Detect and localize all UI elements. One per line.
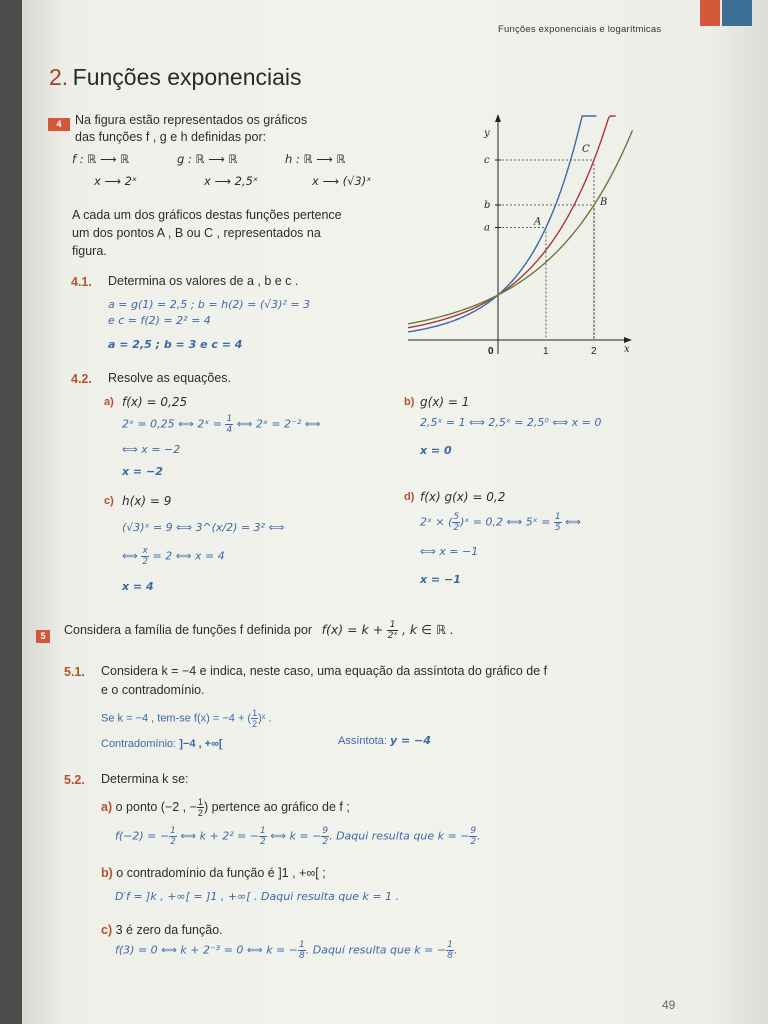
q41-number: 4.1. [71,275,92,289]
q42a-label: a) [104,396,114,408]
q42c-step1: (√3)ˣ = 9 ⟺ 3^(x/2) = 3² ⟺ [122,521,285,534]
q42d-result: x = −1 [420,573,461,586]
exercise-5-badge: 5 [36,630,50,643]
q52b-answer: D′f = ]k , +∞[ = ]1 , +∞[ . Daqui resulta que k = 1 . [115,890,400,903]
x-axis-arrow [624,337,632,343]
ex5-intro: Considera a família de funções f definida por f(x) = k + $\frac{1}{\text{2ˣ}}$ , k ∈ ℝ . [64,620,454,641]
q51-answer: Se k = −4 , tem-se f(x) = −4 + ( $\frac{1}{2}$ )ˣ . [101,708,272,729]
section-title [49,64,302,91]
point-label-B: B [600,197,608,208]
ex4-intro-line2: das funções f , g e h definidas por: [75,130,267,144]
curve-g [408,116,596,332]
tick-label-b: b [484,200,491,211]
q51-line1: Considera k = −4 e indica, neste caso, uma equação da assíntota do gráfico de f [101,664,548,678]
q42d-step1: 2ˣ × ( $\frac{5}{2}$ )ˣ = 0,2 ⟺ 5ˣ = $\frac{1}{5}$ ⟺ [420,512,581,533]
exponential-graph [394,108,634,360]
q51-number: 5.1. [64,665,85,679]
section-title-text: Funções exponenciais [72,64,302,90]
f-mapping: x ⟶ 2ˣ [94,174,138,188]
q42b-result: x = 0 [420,444,452,457]
q42c-result: x = 4 [122,580,154,593]
ex4-text-line3: figura. [72,244,107,258]
q41-answer-3: a = 2,5 ; b = 3 e c = 4 [108,338,243,351]
q52c-answer: f(3) = 0 ⟺ k + 2⁻³ = 0 ⟺ k = − $\frac{1}{8}$ . Daqui resulta que k = − $\frac{1}{8}$ . [115,940,458,961]
y-axis-arrow [495,114,501,122]
q52c-prompt: c) 3 é zero da função. [101,923,223,937]
textbook-page [22,0,768,1024]
edge-tab-blue [722,0,752,26]
h-mapping: x ⟶ (√3)ˣ [312,174,372,188]
q52-text: Determina k se: [101,772,189,786]
q42-number: 4.2. [71,372,92,386]
f-definition: f : ℝ ⟶ ℝ [72,152,130,166]
q51-line2: e o contradomínio. [101,683,205,697]
exercise-4-badge: 4 [48,118,70,131]
y-axis-label: y [484,128,490,139]
q42a-result: x = −2 [122,465,163,478]
x-axis-label: x [624,344,630,355]
q42b-step1: 2,5ˣ = 1 ⟺ 2,5ˣ = 2,5⁰ ⟺ x = 0 [420,416,602,429]
q41-answer-2: e c = f(2) = 2² = 4 [108,314,211,327]
q51-contradominio: Contradomínio: ]−4 , +∞[ [101,738,223,750]
q52a-prompt: a) o ponto (−2 , − $\frac{1}{2}$ ) pertence ao gráfico de f ; [101,797,350,818]
q42-text: Resolve as equações. [108,371,231,385]
tick-label-c: c [484,155,490,166]
curve-h [408,131,632,324]
q52b-prompt: b) o contradomínio da função é ]1 , +∞[ ; [101,866,326,880]
q41-text: Determina os valores de a , b e c . [108,274,299,288]
tick-label-x2: 2 [591,346,597,357]
g-definition: g : ℝ ⟶ ℝ [177,152,238,166]
q42c-label: c) [104,495,114,507]
q42d-equation: f(x) g(x) = 0,2 [420,490,506,504]
page-number: 49 [662,998,676,1012]
ex4-text-line2: um dos pontos A , B ou C , representados na [72,226,321,240]
h-definition: h : ℝ ⟶ ℝ [285,152,346,166]
q51-assintota: Assíntota: y = −4 [338,734,431,747]
edge-tab-orange [700,0,720,26]
ex4-text-line1: A cada um dos gráficos destas funções pertence [72,208,342,222]
q42c-step2: ⟺ $\frac{x}{2}$ = 2 ⟺ x = 4 [122,546,225,567]
tick-label-a: a [484,222,490,234]
q42a-equation: f(x) = 0,25 [122,395,188,409]
q42b-label: b) [404,396,415,408]
q42d-label: d) [404,491,415,503]
point-label-C: C [582,144,590,155]
section-number: 2. [49,64,69,90]
q42a-step1: 2ˣ = 0,25 ⟺ 2ˣ = $\frac{1}{4}$ ⟺ 2ˣ = 2⁻² ⟺ [122,414,321,435]
running-title: Funções exponenciais e logarítmicas [498,24,662,35]
q42d-step2: ⟺ x = −1 [420,545,479,558]
tick-label-origin: 0 [488,346,494,357]
point-label-A: A [534,216,542,228]
q52a-answer: f(−2) = − $\frac{1}{2}$ ⟺ k + 2² = − $\frac{1}{2}$ ⟺ k = − $\frac{9}{2}$ . Daqui resulta que k = − $\frac{9}{2}$ . [115,826,481,847]
q42c-equation: h(x) = 9 [122,494,172,508]
q52-number: 5.2. [64,773,85,787]
ex4-intro-line1: Na figura estão representados os gráficos [75,113,308,127]
q41-answer-1: a = g(1) = 2,5 ; b = h(2) = (√3)² = 3 [108,298,311,311]
q42b-equation: g(x) = 1 [420,395,470,409]
q42a-step2: ⟺ x = −2 [122,443,181,456]
g-mapping: x ⟶ 2,5ˣ [204,174,258,188]
tick-label-x1: 1 [543,346,549,357]
